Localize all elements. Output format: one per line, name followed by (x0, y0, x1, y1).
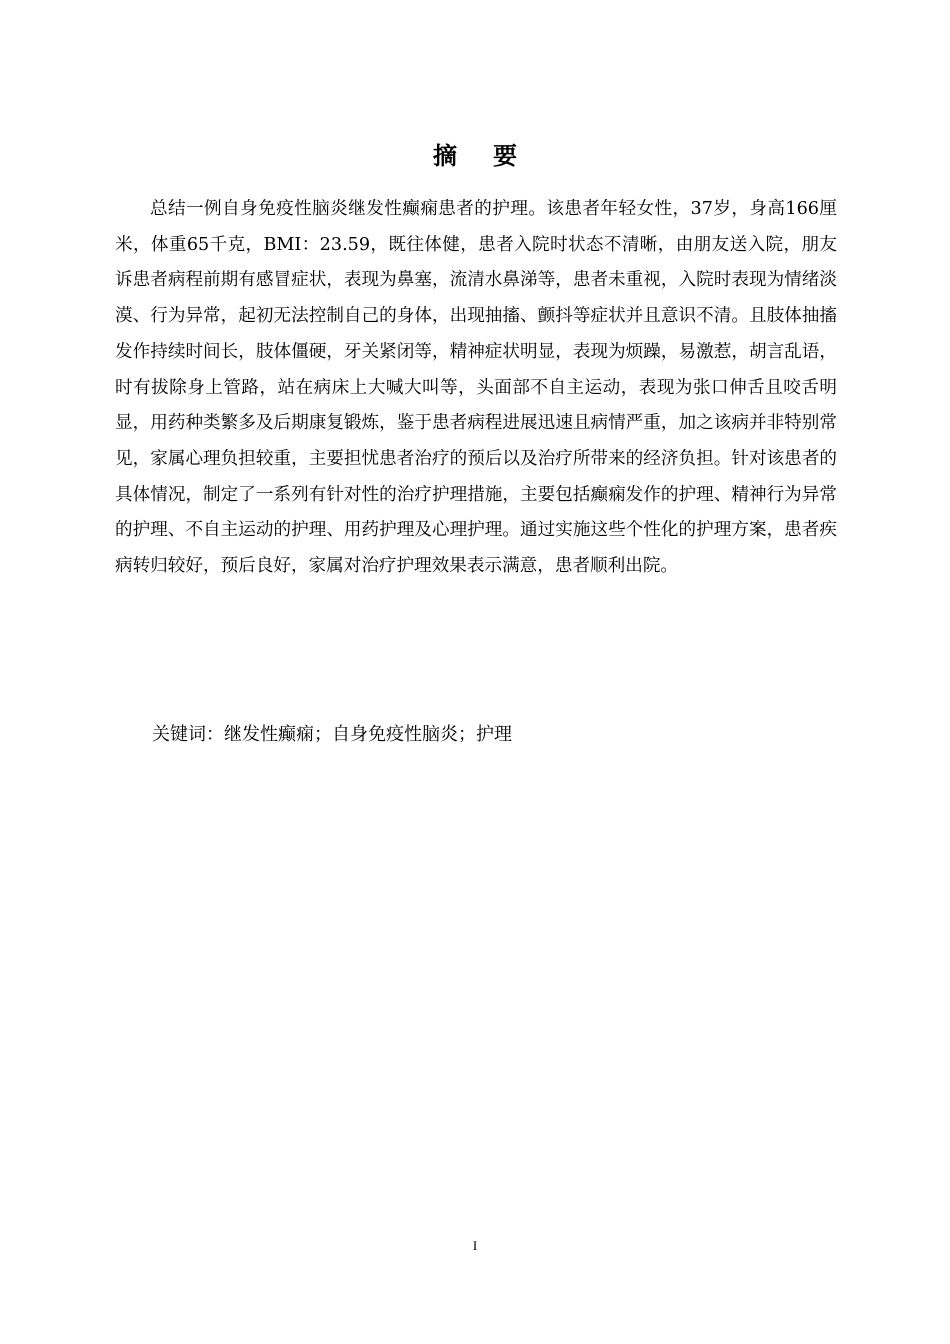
page-title: 摘要 (433, 142, 553, 170)
keywords-line: 关键词：继发性癫痫；自身免疫性脑炎；护理 (152, 724, 512, 745)
abstract-paragraph: 总结一例自身免疫性脑炎继发性癫痫患者的护理。该患者年轻女性，37岁，身高166厘米，体重65千克，BMI：23.59，既往体健，患者入院时状态不清晰，由朋友送入院，朋友诉患者病程前期有感冒症状，表现为鼻塞，流清水鼻涕等，患者未重视，入院时表现为情绪淡漠、行为异常，起初无法控制自己的身体，出现抽搐、颤抖等症状并且意识不清。且肢体抽搐发作持续时间长，肢体僵硬，牙关紧闭等，精神症状明显，表现为烦躁，易激惹，胡言乱语，时有拔除身上管路，站在病床上大喊大叫等，头面部不自主运动，表现为张口伸舌且咬舌明显，用药种类繁多及后期康复锻炼，鉴于患者病程进展迅速且病情严重，加之该病并非特别常见，家属心理负担较重，主要担忧患者治疗的预后以及治疗所带来的经济负担。针对该患者的具体情况，制定了一系列有针对性的治疗护理措施，主要包括癫痫发作的护理、精神行为异常的护理、不自主运动的护理、用药护理及心理护理。通过实施这些个性化的护理方案，患者疾病转归较好，预后良好，家属对治疗护理效果表示满意，患者顺利出院。 (115, 199, 837, 577)
page-number: I (472, 1238, 478, 1253)
